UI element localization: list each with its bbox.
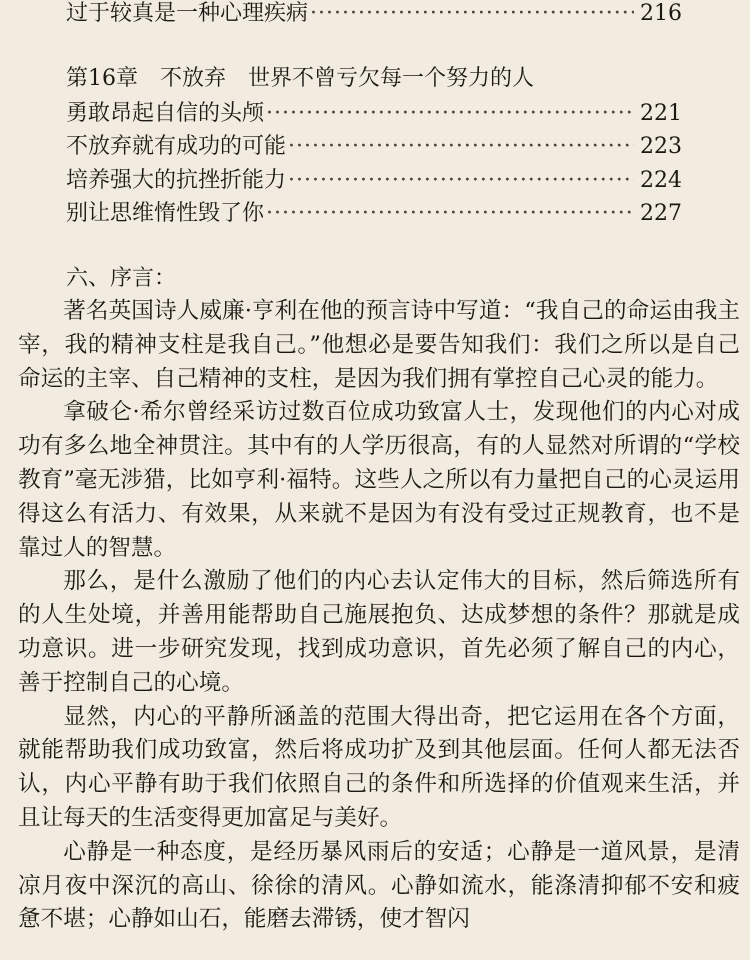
toc-leader-dots: [288, 130, 634, 164]
paragraph: 显然，内心的平静所涵盖的范围大得出奇，把它运用在各个方面，就能帮助我们成功致富，然后将成功扩及到其他层面。任何人都无法否认，内心平静有助于我们依照自己的条件和所选择的价值观来生活，并且让每天的生活变得更加富足与美好。: [18, 703, 740, 831]
toc-entry: [66, 197, 682, 231]
section-heading: 六、序言：: [66, 266, 177, 291]
toc-entry: [66, 97, 682, 131]
toc-leader-dots: [266, 97, 634, 131]
toc-leader-dots: [266, 197, 634, 231]
paragraph: 著名英国诗人威廉·亨利在他的预言诗中写道：“我自己的命运由我主宰，我的精神支柱是我自己。”他想必是要告知我们：我们之所以是自己命运的主宰、自己精神的支柱，是因为我们拥有掌控自己心灵的能力。: [18, 298, 740, 392]
toc-entry-title: 不放弃就有成功的可能: [66, 134, 287, 159]
paragraph: 心静是一种态度，是经历暴风雨后的安适；心静是一道风景，是清凉月夜中深沉的高山、徐徐的清风。心静如流水，能涤清抑郁不安和疲惫不堪；心静如山石，能磨去滞锈，使才智闪: [18, 838, 740, 933]
toc-leader-dots: [288, 164, 634, 198]
toc-entry: [66, 0, 682, 31]
paragraph: 拿破仑·希尔曾经采访过数百位成功致富人士，发现他们的内心对成功有多么地全神贯注。其中有的人学历很高，有的人显然对所谓的“学校教育”毫无涉猎，比如亨利·福特。这些人之所以有力量把自己的心灵运用得这么有活力、有效果，从来就不是因为有没有受过正规教育，也不是靠过人的智慧。: [18, 399, 740, 561]
chapter-number: 第16章: [66, 66, 138, 91]
toc-entry-title: 勇敢昂起自信的头颅: [66, 101, 265, 126]
chapter-heading: [66, 62, 534, 96]
toc-entry-title: 培养强大的抗挫折能力: [66, 168, 287, 193]
toc-entry-page: 216: [640, 1, 682, 26]
toc-entry-title: 过于较真是一种心理疾病: [66, 1, 309, 26]
toc-leader-dots: [310, 0, 634, 31]
body-text: [18, 295, 740, 937]
toc-entry: [66, 164, 682, 198]
chapter-title-part2: 世界不曾亏欠每一个努力的人: [248, 66, 535, 91]
toc-entry-title: 别让思维惰性毁了你: [66, 201, 265, 226]
toc-entry-page: 227: [640, 201, 682, 226]
toc-entry-page: 224: [640, 168, 682, 193]
toc-entry-page: 221: [640, 101, 682, 126]
chapter-title-part1: 不放弃: [160, 66, 227, 91]
toc-entry-page: 223: [640, 134, 682, 159]
paragraph: 那么，是什么激励了他们的内心去认定伟大的目标，然后筛选所有的人生处境，并善用能帮助自己施展抱负、达成梦想的条件？那就是成功意识。进一步研究发现，找到成功意识，首先必须了解自己的内心，善于控制自己的心境。: [18, 568, 740, 696]
toc-entry: [66, 130, 682, 164]
